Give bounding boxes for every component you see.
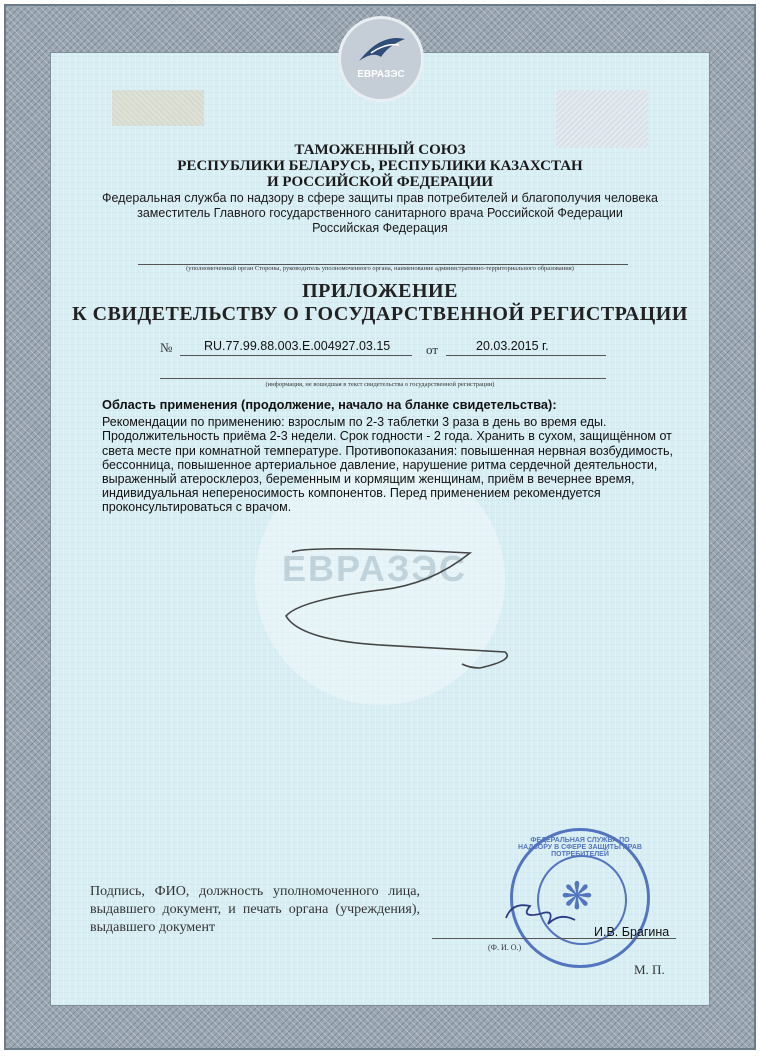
signature-label: Подпись, ФИО, должность уполномоченного лица, выдавшего документ, и печать органа (учреждения), выдавшего документ — [90, 884, 420, 935]
application-line: индивидуальная непереносимость компонентов. Перед применением рекомендуется — [102, 486, 601, 501]
application-line: света месте при комнатной температуре. Противопоказания: повышенная нервная возбудимость, — [102, 443, 673, 458]
union-line-3: И РОССИЙСКОЙ ФЕДЕРАЦИИ — [266, 174, 494, 190]
registration-date: 20.03.2015 г. — [476, 339, 549, 353]
org-caption: (уполномоченный орган Стороны, руководитель уполномоченного органа, наименование административно-территориального образования) — [186, 265, 574, 272]
org-line-3: Российская Федерация — [312, 221, 448, 235]
application-line: Продолжительность приёма 2-3 недели. Срок годности - 2 года. Хранить в сухом, защищённом от — [102, 429, 672, 444]
org-line-2: заместитель Главного государственного санитарного врача Российской Федерации — [137, 206, 623, 220]
number-label: № — [160, 340, 173, 355]
info-caption: (информация, не вошедшая в текст свидетельства о государственной регистрации) — [265, 381, 495, 388]
watermark-text: ЕВРАЗЭС — [282, 548, 468, 589]
union-line-2: РЕСПУБЛИКИ БЕЛАРУСЬ, РЕСПУБЛИКИ КАЗАХСТАН — [177, 158, 583, 174]
application-title: Область применения (продолжение, начало на бланке свидетельства): — [102, 397, 557, 412]
emblem-text: ЕВРАЗЭС — [357, 69, 405, 80]
date-label: от — [426, 342, 439, 357]
signer-name: И.В. Брагина — [594, 925, 670, 939]
registration-number: RU.77.99.88.003.Е.004927.03.15 — [204, 339, 391, 353]
seal-text: ФЕДЕРАЛЬНАЯ СЛУЖБА ПО НАДЗОРУ В СФЕРЕ ЗАЩИТЫ ПРАВ ПОТРЕБИТЕЛЕЙ — [518, 837, 642, 858]
title-line-1: ПРИЛОЖЕНИЕ — [302, 280, 458, 302]
signer-caption: (Ф. И. О.) — [488, 943, 522, 952]
application-line: Рекомендации по применению: взрослым по 2-3 таблетки 3 раза в день во время еды. — [102, 415, 607, 430]
application-line: выраженный атеросклероз, беременным и кормящим женщинам, приём в вечернее время, — [102, 472, 635, 487]
application-line: бессонница, повышенное артериальное давление, нарушение ритма сердечной деятельности, — [102, 457, 658, 472]
title-line-2: К СВИДЕТЕЛЬСТВУ О ГОСУДАРСТВЕННОЙ РЕГИСТРАЦИИ — [72, 303, 688, 325]
union-line-1: ТАМОЖЕННЫЙ СОЮЗ — [294, 142, 466, 158]
stamp-place-label: М. П. — [634, 962, 665, 977]
org-line-1: Федеральная служба по надзору в сфере защиты прав потребителей и благополучия человека — [101, 191, 659, 205]
application-line: проконсультироваться с врачом. — [102, 500, 292, 515]
double-headed-eagle-icon: ❋ — [561, 876, 593, 918]
